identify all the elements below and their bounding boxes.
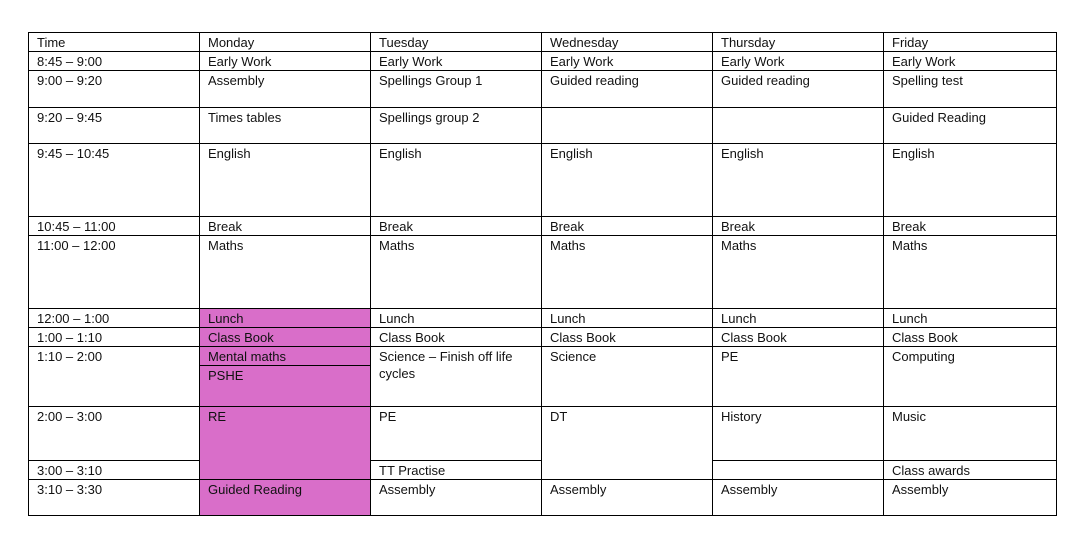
header-time: Time: [29, 33, 200, 52]
time-cell: 3:10 – 3:30: [29, 480, 200, 516]
header-monday: Monday: [200, 33, 371, 52]
friday-cell: Guided Reading: [884, 108, 1057, 144]
friday-cell: English: [884, 144, 1057, 217]
friday-cell: Assembly: [884, 480, 1057, 516]
friday-cell: Lunch: [884, 309, 1057, 328]
wednesday-cell: Break: [542, 217, 713, 236]
monday-cell: Break: [200, 217, 371, 236]
thursday-cell: [713, 108, 884, 144]
tuesday-cell: Maths: [371, 236, 542, 309]
wednesday-cell: Lunch: [542, 309, 713, 328]
time-cell: 9:00 – 9:20: [29, 71, 200, 108]
wednesday-cell: Class Book: [542, 328, 713, 347]
table-row: [29, 407, 1057, 461]
friday-cell: Spelling test: [884, 71, 1057, 108]
thursday-cell: History: [713, 407, 884, 461]
friday-cell: Computing: [884, 347, 1057, 407]
timetable: [28, 32, 1057, 516]
table-row: [29, 144, 1057, 217]
table-row: [29, 309, 1057, 328]
time-cell: 12:00 – 1:00: [29, 309, 200, 328]
wednesday-cell: Maths: [542, 236, 713, 309]
time-cell: 11:00 – 12:00: [29, 236, 200, 309]
thursday-cell: Maths: [713, 236, 884, 309]
table-row: [29, 217, 1057, 236]
wednesday-cell: DT: [542, 407, 713, 480]
monday-cell: Lunch: [200, 309, 371, 328]
tuesday-cell: PE: [371, 407, 542, 461]
thursday-cell: Class Book: [713, 328, 884, 347]
monday-cell: Mental maths: [200, 347, 371, 366]
time-cell: 2:00 – 3:00: [29, 407, 200, 461]
friday-cell: Early Work: [884, 52, 1057, 71]
wednesday-cell: English: [542, 144, 713, 217]
thursday-cell: Break: [713, 217, 884, 236]
wednesday-cell: Science: [542, 347, 713, 407]
header-tuesday: Tuesday: [371, 33, 542, 52]
tuesday-cell: Lunch: [371, 309, 542, 328]
time-cell: 3:00 – 3:10: [29, 461, 200, 480]
header-wednesday: Wednesday: [542, 33, 713, 52]
time-cell: 8:45 – 9:00: [29, 52, 200, 71]
tuesday-cell: Spellings group 2: [371, 108, 542, 144]
tuesday-cell: Early Work: [371, 52, 542, 71]
thursday-cell: PE: [713, 347, 884, 407]
header-row: [29, 33, 1057, 52]
wednesday-cell: Early Work: [542, 52, 713, 71]
tuesday-cell: English: [371, 144, 542, 217]
header-thursday: Thursday: [713, 33, 884, 52]
time-cell: 9:20 – 9:45: [29, 108, 200, 144]
table-row: [29, 71, 1057, 108]
friday-cell: Music: [884, 407, 1057, 461]
friday-cell: Maths: [884, 236, 1057, 309]
header-friday: Friday: [884, 33, 1057, 52]
monday-cell: Times tables: [200, 108, 371, 144]
thursday-cell: English: [713, 144, 884, 217]
table-row: [29, 347, 1057, 366]
time-cell: 9:45 – 10:45: [29, 144, 200, 217]
time-cell: 10:45 – 11:00: [29, 217, 200, 236]
monday-cell: PSHE: [200, 366, 371, 407]
thursday-cell: [713, 461, 884, 480]
thursday-cell: Assembly: [713, 480, 884, 516]
tuesday-cell: Break: [371, 217, 542, 236]
table-row: [29, 52, 1057, 71]
thursday-cell: Lunch: [713, 309, 884, 328]
monday-cell: Maths: [200, 236, 371, 309]
monday-cell: RE: [200, 407, 371, 480]
table-row: [29, 236, 1057, 309]
tuesday-cell: Spellings Group 1: [371, 71, 542, 108]
monday-cell: Early Work: [200, 52, 371, 71]
thursday-cell: Guided reading: [713, 71, 884, 108]
monday-cell: English: [200, 144, 371, 217]
wednesday-cell: Assembly: [542, 480, 713, 516]
tuesday-cell: Assembly: [371, 480, 542, 516]
friday-cell: Break: [884, 217, 1057, 236]
thursday-cell: Early Work: [713, 52, 884, 71]
tuesday-cell: TT Practise: [371, 461, 542, 480]
table-row: [29, 328, 1057, 347]
tuesday-cell: Class Book: [371, 328, 542, 347]
tuesday-cell: Science – Finish off life cycles: [371, 347, 542, 407]
time-cell: 1:00 – 1:10: [29, 328, 200, 347]
time-cell: 1:10 – 2:00: [29, 347, 200, 407]
monday-cell: Guided Reading: [200, 480, 371, 516]
wednesday-cell: [542, 108, 713, 144]
friday-cell: Class Book: [884, 328, 1057, 347]
monday-cell: Class Book: [200, 328, 371, 347]
wednesday-cell: Guided reading: [542, 71, 713, 108]
table-row: [29, 108, 1057, 144]
table-row: [29, 480, 1057, 516]
monday-cell: Assembly: [200, 71, 371, 108]
friday-cell: Class awards: [884, 461, 1057, 480]
